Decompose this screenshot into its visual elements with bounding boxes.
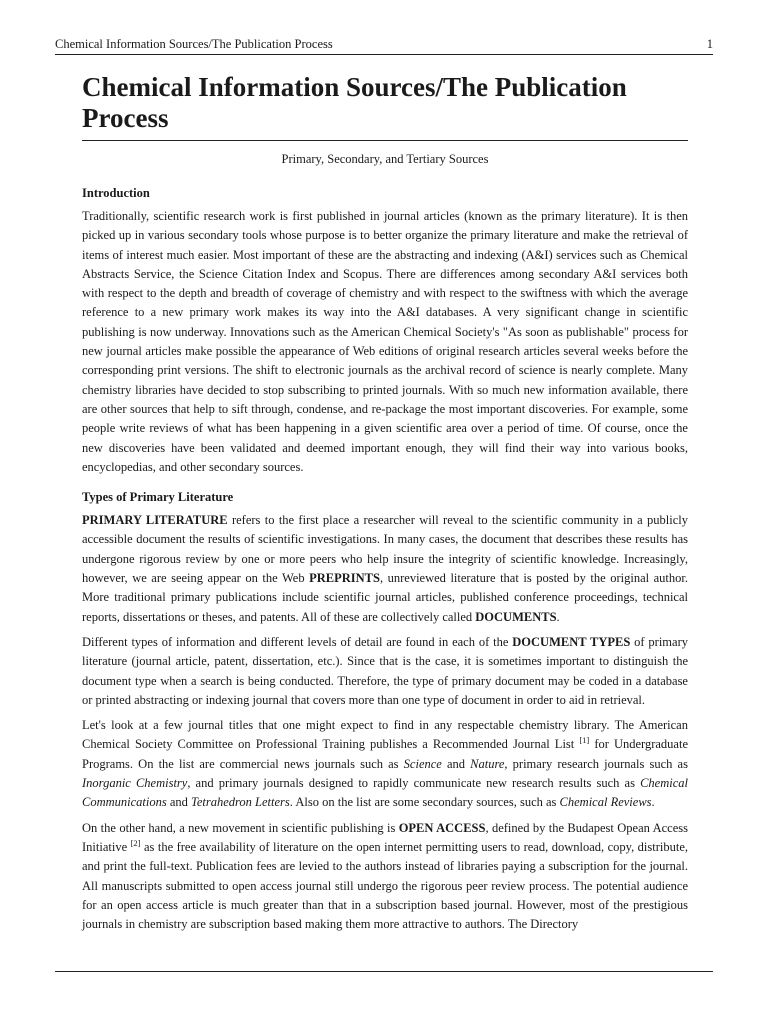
term-primary-literature: PRIMARY LITERATURE (82, 513, 228, 528)
running-title: Chemical Information Sources/The Publication Process (55, 37, 333, 51)
introduction-paragraph: Traditionally, scientific research work is first published in journal articles (known as the primary literature). It is then picked up in various secondary tools whose purpose is to better organize the primary literature and make the retrieval of items of interest much easier. Most important of these are the abstracting and indexing (A&I) services such as Chemical Abstracts Service, the Science Citation Index and Scopus. There are differences among secondary A&I services both with respect to the depth and breadth of coverage of chemistry and with respect to the swiftness with which the average reference to a new primary work makes its way into the A&I databases. A very significant change in scientific publishing is now underway. Innovations such as the American Chemical Society's "As soon as publishable" process for new journal articles make possible the appearance of Web editions of original research articles several weeks before the corresponding print versions. The shift to electronic journals as the archival record of science is nearly complete. Many chemistry libraries have decided to stop subscribing to printed journals. With so much new information available, there are other sources that help to sift through, condense, and re-package the most important discoveries. For example, some people write reviews of what has been happening in a given scientific area over a period of time. Of course, once the new discoveries have been validated and deemed important enough, they will find their way into various books, encyclopedias, and other secondary sources. (82, 209, 688, 474)
text-run: and (441, 756, 471, 771)
journal-science: Science (403, 756, 442, 771)
footer-rule (55, 971, 713, 972)
term-documents: DOCUMENTS (475, 609, 557, 624)
journal-tetrahedron-letters: Tetrahedron Letters (191, 795, 290, 810)
text-run: , defined by the Budapest Opean Access Initiative (82, 820, 689, 854)
term-preprints: PREPRINTS (309, 571, 380, 586)
journal-chemical-reviews: Chemical Reviews (559, 795, 652, 810)
paragraph-primary-literature (82, 511, 688, 627)
reference-link-1[interactable]: [1] (579, 735, 590, 746)
running-header (55, 36, 713, 55)
section-heading-types: Types of Primary Literature (82, 490, 234, 505)
text-run: for Undergraduate Programs. On the list are commercial news journals such as (82, 737, 688, 771)
page-subtitle: Primary, Secondary, and Tertiary Sources (281, 152, 489, 166)
text-run: , unreviewed literature that is posted by the original author. More traditional primary publications include scientific journal articles, published conference proceedings, technical reports, dissertations or theses, and patents. All of these are collectively called (82, 571, 688, 624)
text-run: . (556, 609, 560, 624)
journal-nature: Nature (470, 756, 505, 771)
page-number: 1 (706, 37, 713, 51)
reference-link-2[interactable]: [2] (130, 837, 141, 848)
section-heading-introduction: Introduction (82, 186, 150, 200)
term-open-access: OPEN ACCESS (398, 820, 486, 835)
text-run: . (651, 795, 655, 810)
text-run: , and primary journals designed to rapidly communicate new research results such as (187, 776, 641, 791)
journal-inorganic-chemistry: Inorganic Chemistry (82, 776, 188, 791)
text-run: as the free availability of literature on the open internet permitting users to read, download, copy, distribute, and print the full-text. Publication fees are levied to the authors instead of libraries paying a subscription for the journal. All manuscripts submitted to open access journal still undergo the rigorous peer review process. The potential audience for an open access article is much greater than that in a subscription based journal. However, most of the prestigious journals in chemistry are subscription based making them more attractive to authors. The Directory (82, 839, 689, 932)
text-run: On the other hand, a new movement in scientific publishing is (82, 820, 399, 835)
page-title: Chemical Information Sources/The Publication Process (82, 72, 688, 141)
text-run: Different types of information and different levels of detail are found in each of the (82, 634, 513, 649)
text-run: and (166, 795, 192, 810)
text-run: . Also on the list are some secondary sources, such as (289, 795, 560, 810)
paragraph-open-access (82, 819, 688, 935)
text-run: Let's look at a few journal titles that one might expect to find in any respectable chemistry library. The American Chemical Society Committee on Professional Training publishes a Recommended Journal List (82, 718, 688, 752)
text-run: of primary literature (journal article, patent, dissertation, etc.). Since that is the case, it is sometimes important to distinguish the document type when a search is being conducted. Therefore, the type of primary document may be coded in a database or printed abstracting or indexing journal that covers more than one type of document in order to aid in retrieval. (82, 634, 688, 707)
text-run: refers to the first place a researcher will reveal to the scientific community in a publicly accessible document the results of scientific investigations. In many cases, the document that describes these results has undergone rigorous review by one or more peers who help insure the integrity of scientific knowledge. Increasingly, however, we are seeing appear on the Web (82, 513, 688, 586)
text-run: , primary research journals such as (504, 756, 688, 771)
paragraph-document-types (82, 633, 688, 710)
page-content (82, 72, 688, 940)
journal-chemical-communications: Chemical Communications (82, 776, 688, 810)
term-document-types: DOCUMENT TYPES (512, 634, 631, 649)
paragraph-journal-titles (82, 716, 688, 812)
